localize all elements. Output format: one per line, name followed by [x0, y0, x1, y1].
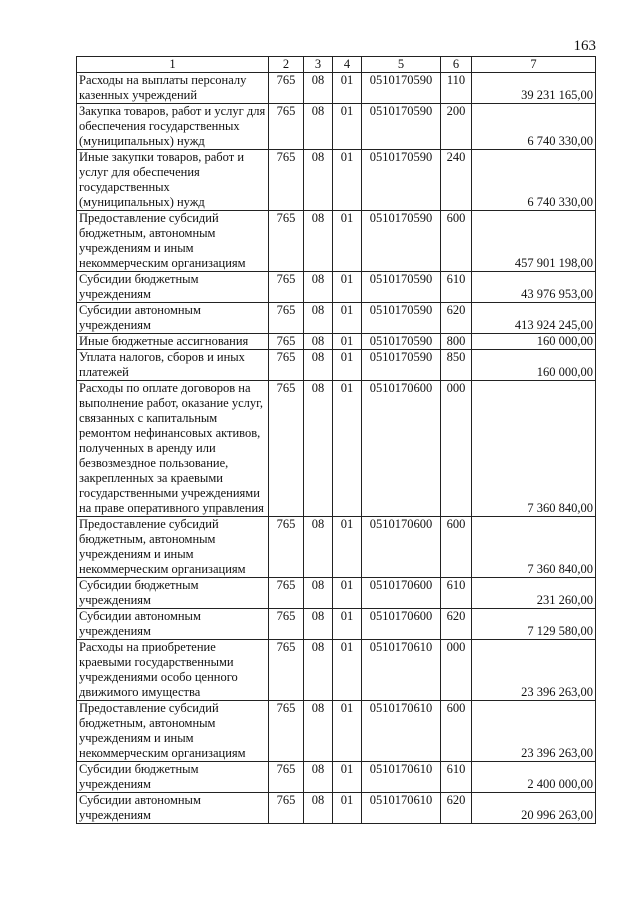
table-header-row	[77, 57, 596, 73]
table-row	[77, 517, 596, 578]
row-code-5: 0510170600	[362, 609, 441, 640]
row-code-6: 610	[441, 272, 472, 303]
row-code-6: 610	[441, 578, 472, 609]
row-name: Расходы на выплаты персоналу казенных учреждений	[77, 73, 269, 104]
header-col-5: 5	[362, 57, 441, 73]
row-code-2: 765	[269, 793, 304, 824]
row-code-5: 0510170590	[362, 73, 441, 104]
table-row	[77, 211, 596, 272]
row-code-3: 08	[304, 762, 333, 793]
row-code-4: 01	[333, 793, 362, 824]
row-name: Иные бюджетные ассигнования	[77, 334, 269, 350]
row-code-6: 000	[441, 381, 472, 517]
row-code-6: 000	[441, 640, 472, 701]
row-amount: 7 360 840,00	[472, 517, 596, 578]
table-row	[77, 793, 596, 824]
table-row	[77, 381, 596, 517]
table-row	[77, 150, 596, 211]
row-name: Субсидии бюджетным учреждениям	[77, 762, 269, 793]
row-name: Расходы на приобретение краевыми государственными учреждениями особо ценного движимого имущества	[77, 640, 269, 701]
row-code-2: 765	[269, 73, 304, 104]
row-name: Предоставление субсидий бюджетным, автономным учреждениям и иным некоммерческим организациям	[77, 701, 269, 762]
row-amount: 23 396 263,00	[472, 701, 596, 762]
header-col-4: 4	[333, 57, 362, 73]
row-amount: 160 000,00	[472, 334, 596, 350]
row-name: Расходы по оплате договоров на выполнение работ, оказание услуг, связанных с капитальным ремонтом нефинансовых активов, полученных в аренду или безвозмездное пользование, закрепленных за краевыми государственными учреждениями на праве оперативного управления	[77, 381, 269, 517]
row-code-6: 600	[441, 517, 472, 578]
row-code-5: 0510170590	[362, 303, 441, 334]
row-amount: 160 000,00	[472, 350, 596, 381]
table-row	[77, 272, 596, 303]
table-row	[77, 762, 596, 793]
row-name: Субсидии автономным учреждениям	[77, 303, 269, 334]
header-col-3: 3	[304, 57, 333, 73]
row-name: Закупка товаров, работ и услуг для обеспечения государственных (муниципальных) нужд	[77, 104, 269, 150]
row-code-4: 01	[333, 640, 362, 701]
row-code-5: 0510170600	[362, 381, 441, 517]
row-name: Субсидии автономным учреждениям	[77, 793, 269, 824]
row-code-4: 01	[333, 578, 362, 609]
page-number: 163	[573, 38, 596, 54]
row-code-4: 01	[333, 150, 362, 211]
row-code-6: 110	[441, 73, 472, 104]
table-row	[77, 104, 596, 150]
row-amount: 6 740 330,00	[472, 150, 596, 211]
row-code-4: 01	[333, 517, 362, 578]
row-code-6: 600	[441, 701, 472, 762]
row-name: Субсидии автономным учреждениям	[77, 609, 269, 640]
row-name: Субсидии бюджетным учреждениям	[77, 578, 269, 609]
row-code-3: 08	[304, 350, 333, 381]
header-col-2: 2	[269, 57, 304, 73]
row-amount: 20 996 263,00	[472, 793, 596, 824]
table-row	[77, 609, 596, 640]
row-code-5: 0510170600	[362, 517, 441, 578]
table-row	[77, 640, 596, 701]
row-code-2: 765	[269, 350, 304, 381]
row-code-3: 08	[304, 578, 333, 609]
row-code-2: 765	[269, 211, 304, 272]
row-code-3: 08	[304, 150, 333, 211]
row-code-2: 765	[269, 701, 304, 762]
row-amount: 43 976 953,00	[472, 272, 596, 303]
row-code-4: 01	[333, 303, 362, 334]
table-row	[77, 303, 596, 334]
row-code-2: 765	[269, 762, 304, 793]
row-code-3: 08	[304, 609, 333, 640]
row-code-4: 01	[333, 73, 362, 104]
row-code-3: 08	[304, 701, 333, 762]
row-code-5: 0510170590	[362, 350, 441, 381]
row-code-3: 08	[304, 381, 333, 517]
row-name: Предоставление субсидий бюджетным, автономным учреждениям и иным некоммерческим организациям	[77, 211, 269, 272]
row-code-2: 765	[269, 578, 304, 609]
header-col-7: 7	[472, 57, 596, 73]
row-code-3: 08	[304, 334, 333, 350]
row-name: Иные закупки товаров, работ и услуг для обеспечения государственных (муниципальных) нужд	[77, 150, 269, 211]
row-amount: 23 396 263,00	[472, 640, 596, 701]
row-amount: 6 740 330,00	[472, 104, 596, 150]
row-code-6: 620	[441, 609, 472, 640]
table-row	[77, 578, 596, 609]
row-code-5: 0510170590	[362, 150, 441, 211]
row-code-2: 765	[269, 334, 304, 350]
row-code-5: 0510170610	[362, 640, 441, 701]
row-code-5: 0510170610	[362, 793, 441, 824]
row-code-5: 0510170600	[362, 578, 441, 609]
row-code-5: 0510170610	[362, 701, 441, 762]
row-code-2: 765	[269, 609, 304, 640]
header-col-6: 6	[441, 57, 472, 73]
table-row	[77, 701, 596, 762]
row-code-3: 08	[304, 104, 333, 150]
row-code-6: 200	[441, 104, 472, 150]
row-code-6: 600	[441, 211, 472, 272]
row-code-3: 08	[304, 272, 333, 303]
row-code-3: 08	[304, 793, 333, 824]
row-code-4: 01	[333, 334, 362, 350]
row-code-4: 01	[333, 104, 362, 150]
row-code-5: 0510170590	[362, 272, 441, 303]
row-amount: 457 901 198,00	[472, 211, 596, 272]
row-name: Предоставление субсидий бюджетным, автономным учреждениям и иным некоммерческим организациям	[77, 517, 269, 578]
table-row	[77, 350, 596, 381]
row-code-6: 620	[441, 793, 472, 824]
row-amount: 2 400 000,00	[472, 762, 596, 793]
row-code-6: 240	[441, 150, 472, 211]
row-code-5: 0510170590	[362, 104, 441, 150]
row-code-5: 0510170610	[362, 762, 441, 793]
row-amount: 39 231 165,00	[472, 73, 596, 104]
row-name: Уплата налогов, сборов и иных платежей	[77, 350, 269, 381]
row-code-4: 01	[333, 350, 362, 381]
row-code-6: 850	[441, 350, 472, 381]
row-code-4: 01	[333, 762, 362, 793]
row-code-3: 08	[304, 517, 333, 578]
row-code-3: 08	[304, 303, 333, 334]
row-code-6: 800	[441, 334, 472, 350]
row-code-2: 765	[269, 381, 304, 517]
row-code-2: 765	[269, 150, 304, 211]
row-code-4: 01	[333, 609, 362, 640]
row-amount: 7 129 580,00	[472, 609, 596, 640]
row-code-5: 0510170590	[362, 334, 441, 350]
row-code-2: 765	[269, 517, 304, 578]
row-code-2: 765	[269, 303, 304, 334]
header-col-1: 1	[77, 57, 269, 73]
row-code-4: 01	[333, 701, 362, 762]
row-code-2: 765	[269, 104, 304, 150]
table-row	[77, 334, 596, 350]
row-code-5: 0510170590	[362, 211, 441, 272]
row-name: Субсидии бюджетным учреждениям	[77, 272, 269, 303]
row-code-3: 08	[304, 73, 333, 104]
row-amount: 231 260,00	[472, 578, 596, 609]
row-code-2: 765	[269, 272, 304, 303]
row-code-4: 01	[333, 272, 362, 303]
row-code-4: 01	[333, 381, 362, 517]
row-code-4: 01	[333, 211, 362, 272]
table-row	[77, 73, 596, 104]
row-code-6: 610	[441, 762, 472, 793]
row-amount: 413 924 245,00	[472, 303, 596, 334]
budget-table	[76, 56, 596, 824]
row-amount: 7 360 840,00	[472, 381, 596, 517]
row-code-2: 765	[269, 640, 304, 701]
row-code-3: 08	[304, 211, 333, 272]
row-code-6: 620	[441, 303, 472, 334]
row-code-3: 08	[304, 640, 333, 701]
